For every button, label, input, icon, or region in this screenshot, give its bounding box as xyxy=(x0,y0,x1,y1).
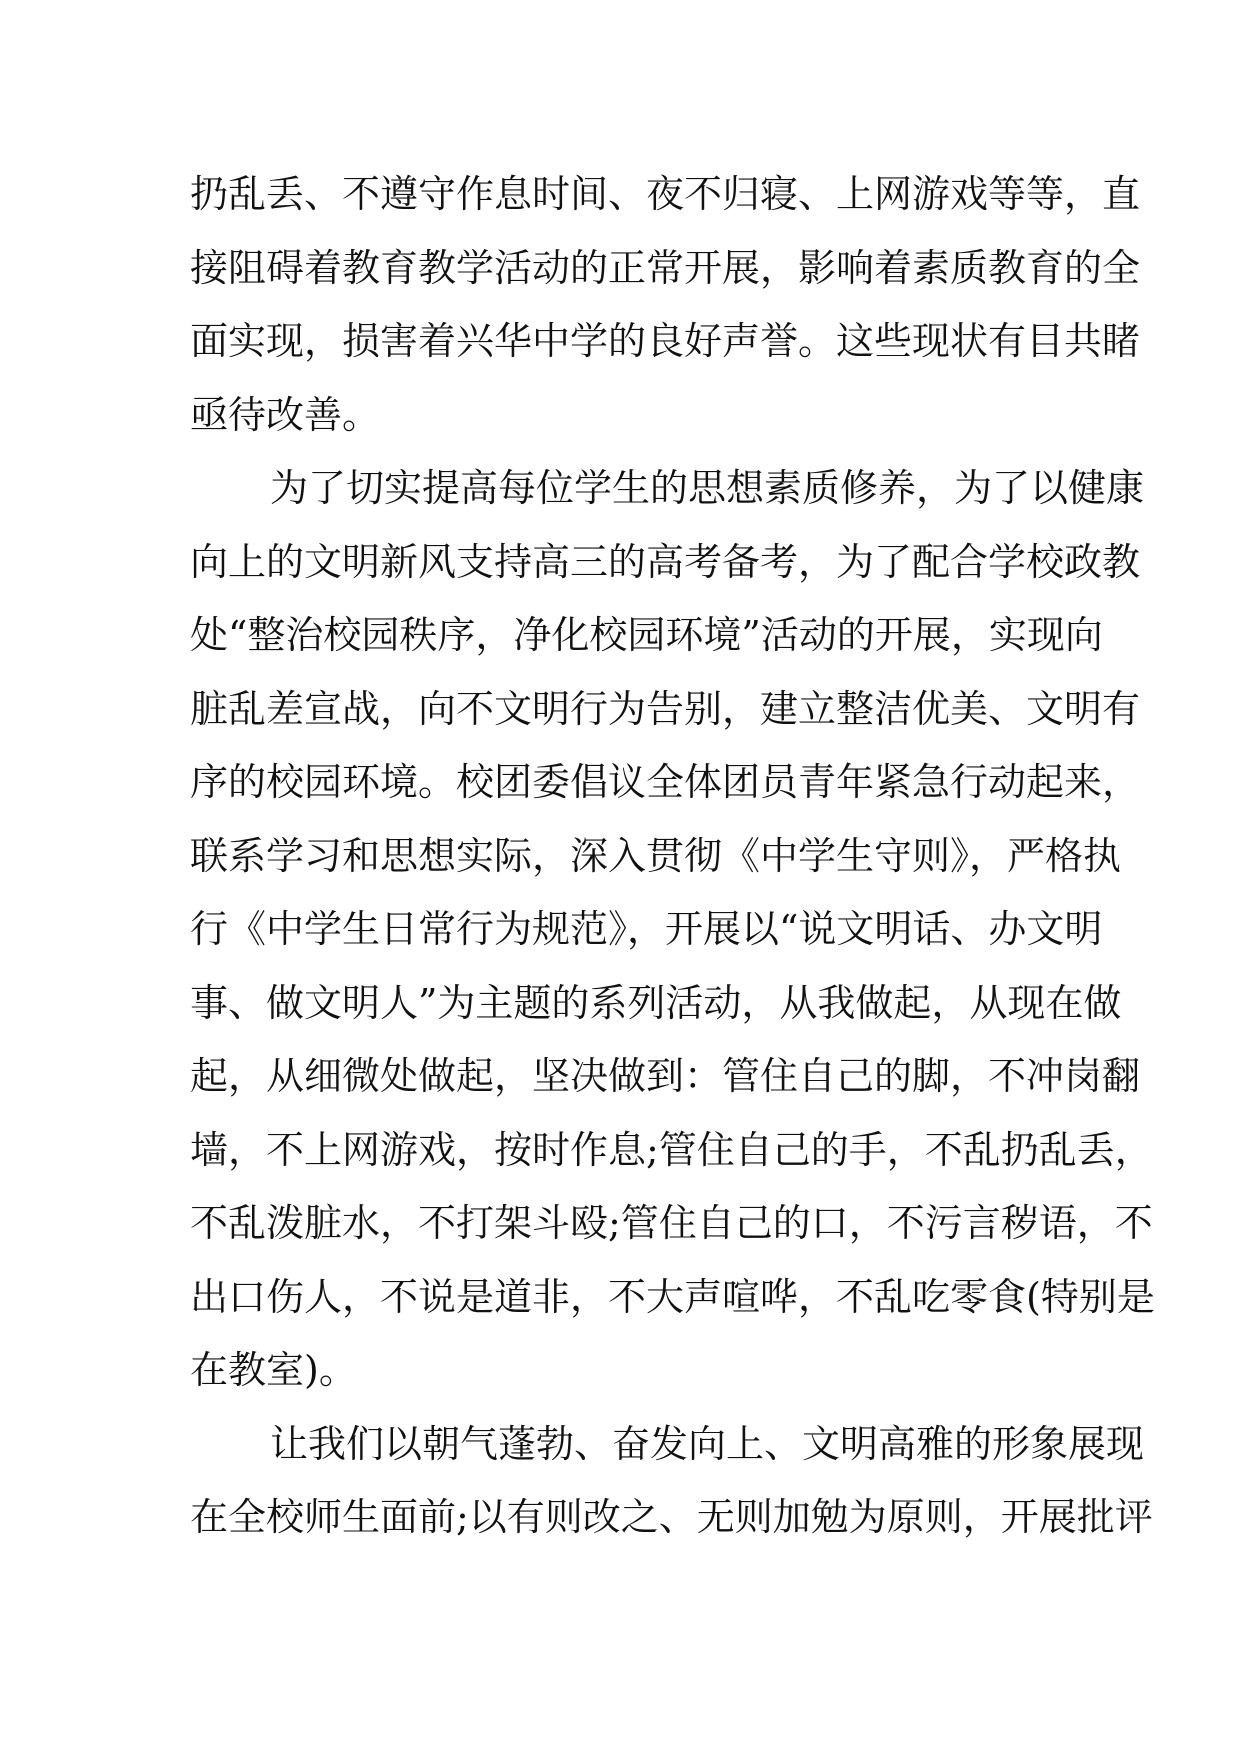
text-line: 出口伤人，不说是道非，不大声喧哗，不乱吃零食(特别是 xyxy=(190,1274,1155,1319)
text-line: 脏乱差宣战，向不文明行为告别，建立整洁优美、文明有 xyxy=(190,686,1141,731)
text-line: 不乱泼脏水，不打架斗殴;管住自己的口，不污言秽语，不 xyxy=(190,1201,1153,1245)
body-text xyxy=(190,158,1155,1555)
text-line: 行《中学生日常行为规范》，开展以“说文明话、办文明 xyxy=(190,907,1103,951)
text-line: 在全校师生面前;以有则改之、无则加勉为原则，开展批评 xyxy=(190,1495,1153,1539)
text-line: 接阻碍着教育教学活动的正常开展，影响着素质教育的全 xyxy=(190,245,1141,290)
paragraph-start-line: 让我们以朝气蓬勃、奋发向上、文明高雅的形象展现 xyxy=(270,1421,1145,1466)
text-line: 起，从细微处做起，坚决做到：管住自己的脚，不冲岗翻 xyxy=(190,1054,1141,1098)
text-line: 向上的文明新风支持高三的高考备考，为了配合学校政教 xyxy=(190,539,1141,584)
paragraph-start-line: 为了切实提高每位学生的思想素质修养，为了以健康 xyxy=(270,466,1145,510)
text-line: 亟待改善。 xyxy=(190,392,381,437)
text-line: 墙，不上网游戏，按时作息;管住自己的手，不乱扔乱丢， xyxy=(190,1127,1153,1172)
text-line: 处“整治校园秩序，净化校园环境”活动的开展，实现向 xyxy=(190,613,1103,657)
text-line: 扔乱丢、不遵守作息时间、夜不归寝、上网游戏等等，直 xyxy=(190,172,1141,216)
text-line: 在教室)。 xyxy=(190,1348,357,1392)
text-line: 序的校园环境。校团委倡议全体团员青年紧急行动起来， xyxy=(190,760,1141,804)
text-line: 联系学习和思想实际，深入贯彻《中学生守则》，严格执 xyxy=(190,833,1122,878)
text-line: 面实现，损害着兴华中学的良好声誉。这些现状有目共睹 xyxy=(190,319,1141,363)
text-line: 事、做文明人”为主题的系列活动，从我做起，从现在做 xyxy=(190,980,1122,1025)
